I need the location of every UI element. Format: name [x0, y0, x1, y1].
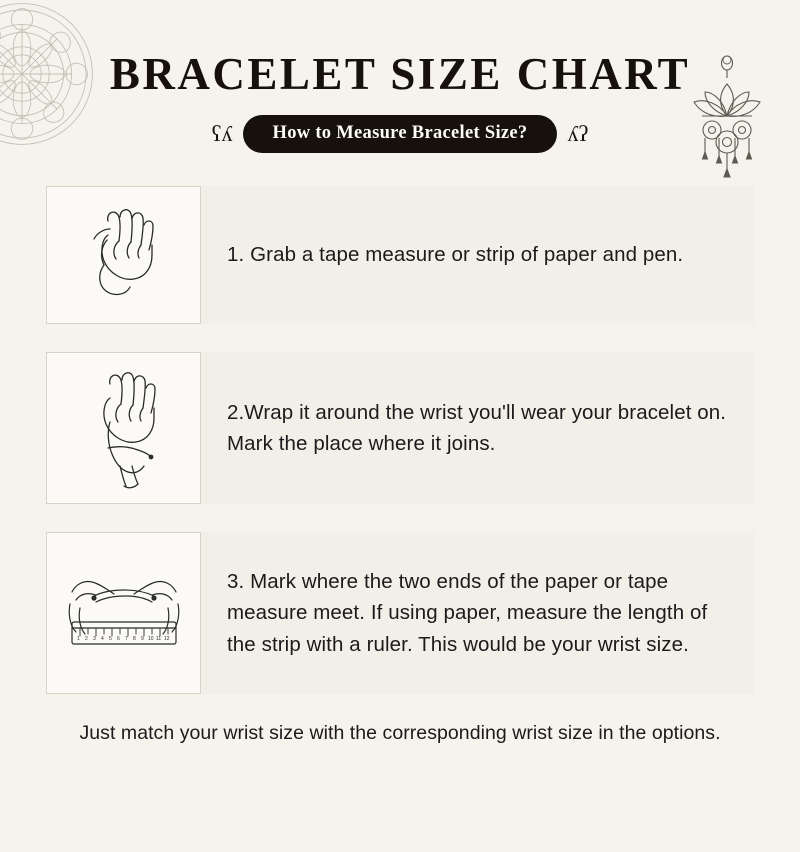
- list-item: [46, 186, 754, 324]
- svg-text:10: 10: [147, 636, 154, 642]
- steps-list: [0, 186, 800, 694]
- svg-text:8: 8: [132, 636, 136, 642]
- step-3-text: 3. Mark where the two ends of the paper or tape measure meet. If using paper, measure the length of the strip with a ruler. This would be your wrist size.: [227, 570, 708, 656]
- step-2-illustration: [46, 352, 201, 504]
- svg-text:11: 11: [155, 636, 161, 642]
- svg-text:5: 5: [108, 636, 112, 642]
- flourish-left-icon: ʕʎ: [211, 121, 233, 146]
- svg-text:9: 9: [140, 636, 144, 642]
- subtitle-row: [0, 115, 800, 153]
- svg-text:4: 4: [100, 636, 104, 642]
- footer-note: Just match your wrist size with the corresponding wrist size in the options.: [79, 722, 721, 744]
- flourish-right-icon: ʎʔ: [567, 121, 589, 146]
- step-1-text: 1. Grab a tape measure or strip of paper and pen.: [227, 243, 684, 267]
- page-title: BRACELET SIZE CHART: [109, 49, 691, 99]
- step-2-text: 2.Wrap it around the wrist you'll wear your bracelet on. Mark the place where it joins.: [227, 400, 727, 455]
- svg-text:7: 7: [124, 636, 128, 642]
- svg-text:2: 2: [84, 636, 88, 642]
- list-item: [46, 352, 754, 504]
- list-item: [46, 532, 754, 694]
- svg-text:12: 12: [163, 636, 170, 642]
- svg-text:1: 1: [76, 636, 80, 642]
- step-1-illustration: [46, 186, 201, 324]
- step-3-illustration: [46, 532, 201, 694]
- svg-text:6: 6: [116, 636, 120, 642]
- subtitle-badge: How to Measure Bracelet Size?: [243, 115, 558, 153]
- svg-text:3: 3: [92, 636, 96, 642]
